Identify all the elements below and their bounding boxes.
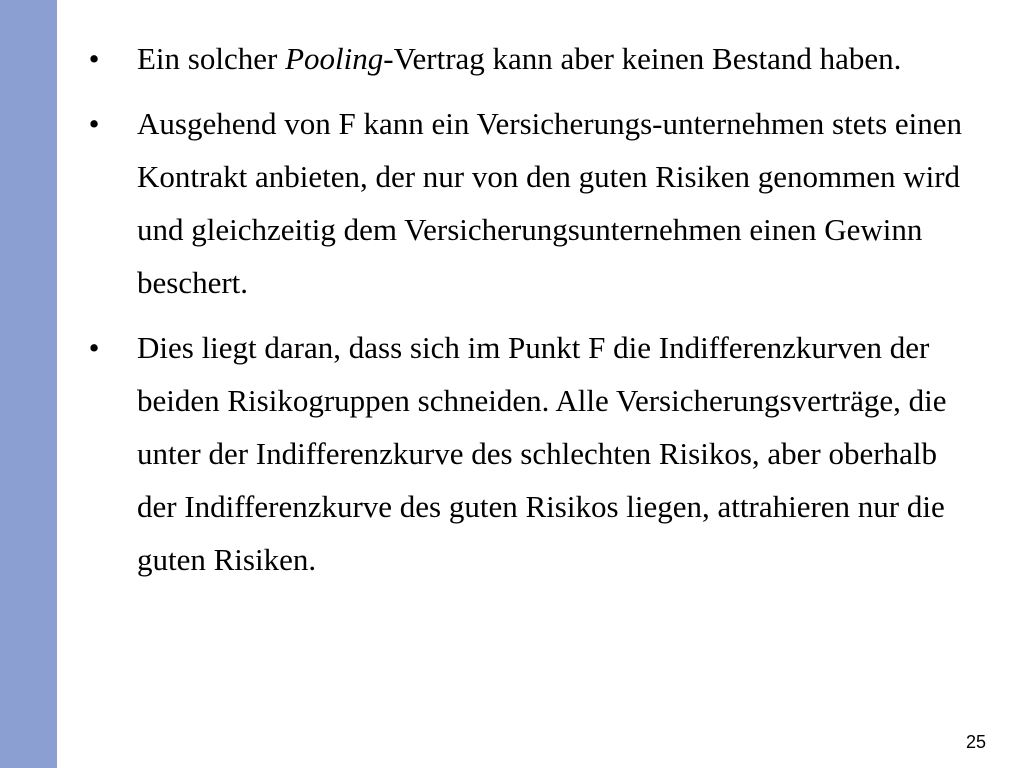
bullet-text: Ausgehend von F kann ein Versicherungs-unternehmen stets einen Kontrakt anbieten, der nur von den guten Risiken genommen wird und gleichzeitig dem Versicherungsunternehmen einen Gewinn beschert. (137, 106, 963, 300)
bullet-item-indifference-curves (84, 321, 984, 586)
bullet-text-before: Ein solcher (137, 41, 286, 76)
bullet-item-profitable-contract (84, 97, 984, 309)
bullet-text-after: -Vertrag kann aber keinen Bestand haben. (383, 41, 902, 76)
page-number: 25 (965, 732, 986, 752)
bullet-icon: • (88, 41, 100, 76)
left-accent-bar (0, 0, 57, 768)
bullet-text: Dies liegt daran, dass sich im Punkt F die Indifferenzkurven der beiden Risikogruppen schneiden. Alle Versicherungsverträge, die unter der Indifferenzkurve des schlechten Risikos, aber oberhalb der Indifferenzkurve des guten Risikos liegen, attrahieren nur die guten Risiken. (137, 330, 947, 577)
bullet-icon: • (88, 330, 100, 365)
bullet-list (84, 32, 984, 598)
bullet-icon: • (88, 106, 100, 141)
bullet-item-pooling (84, 32, 984, 85)
bullet-text-emphasis: Pooling (285, 41, 384, 76)
